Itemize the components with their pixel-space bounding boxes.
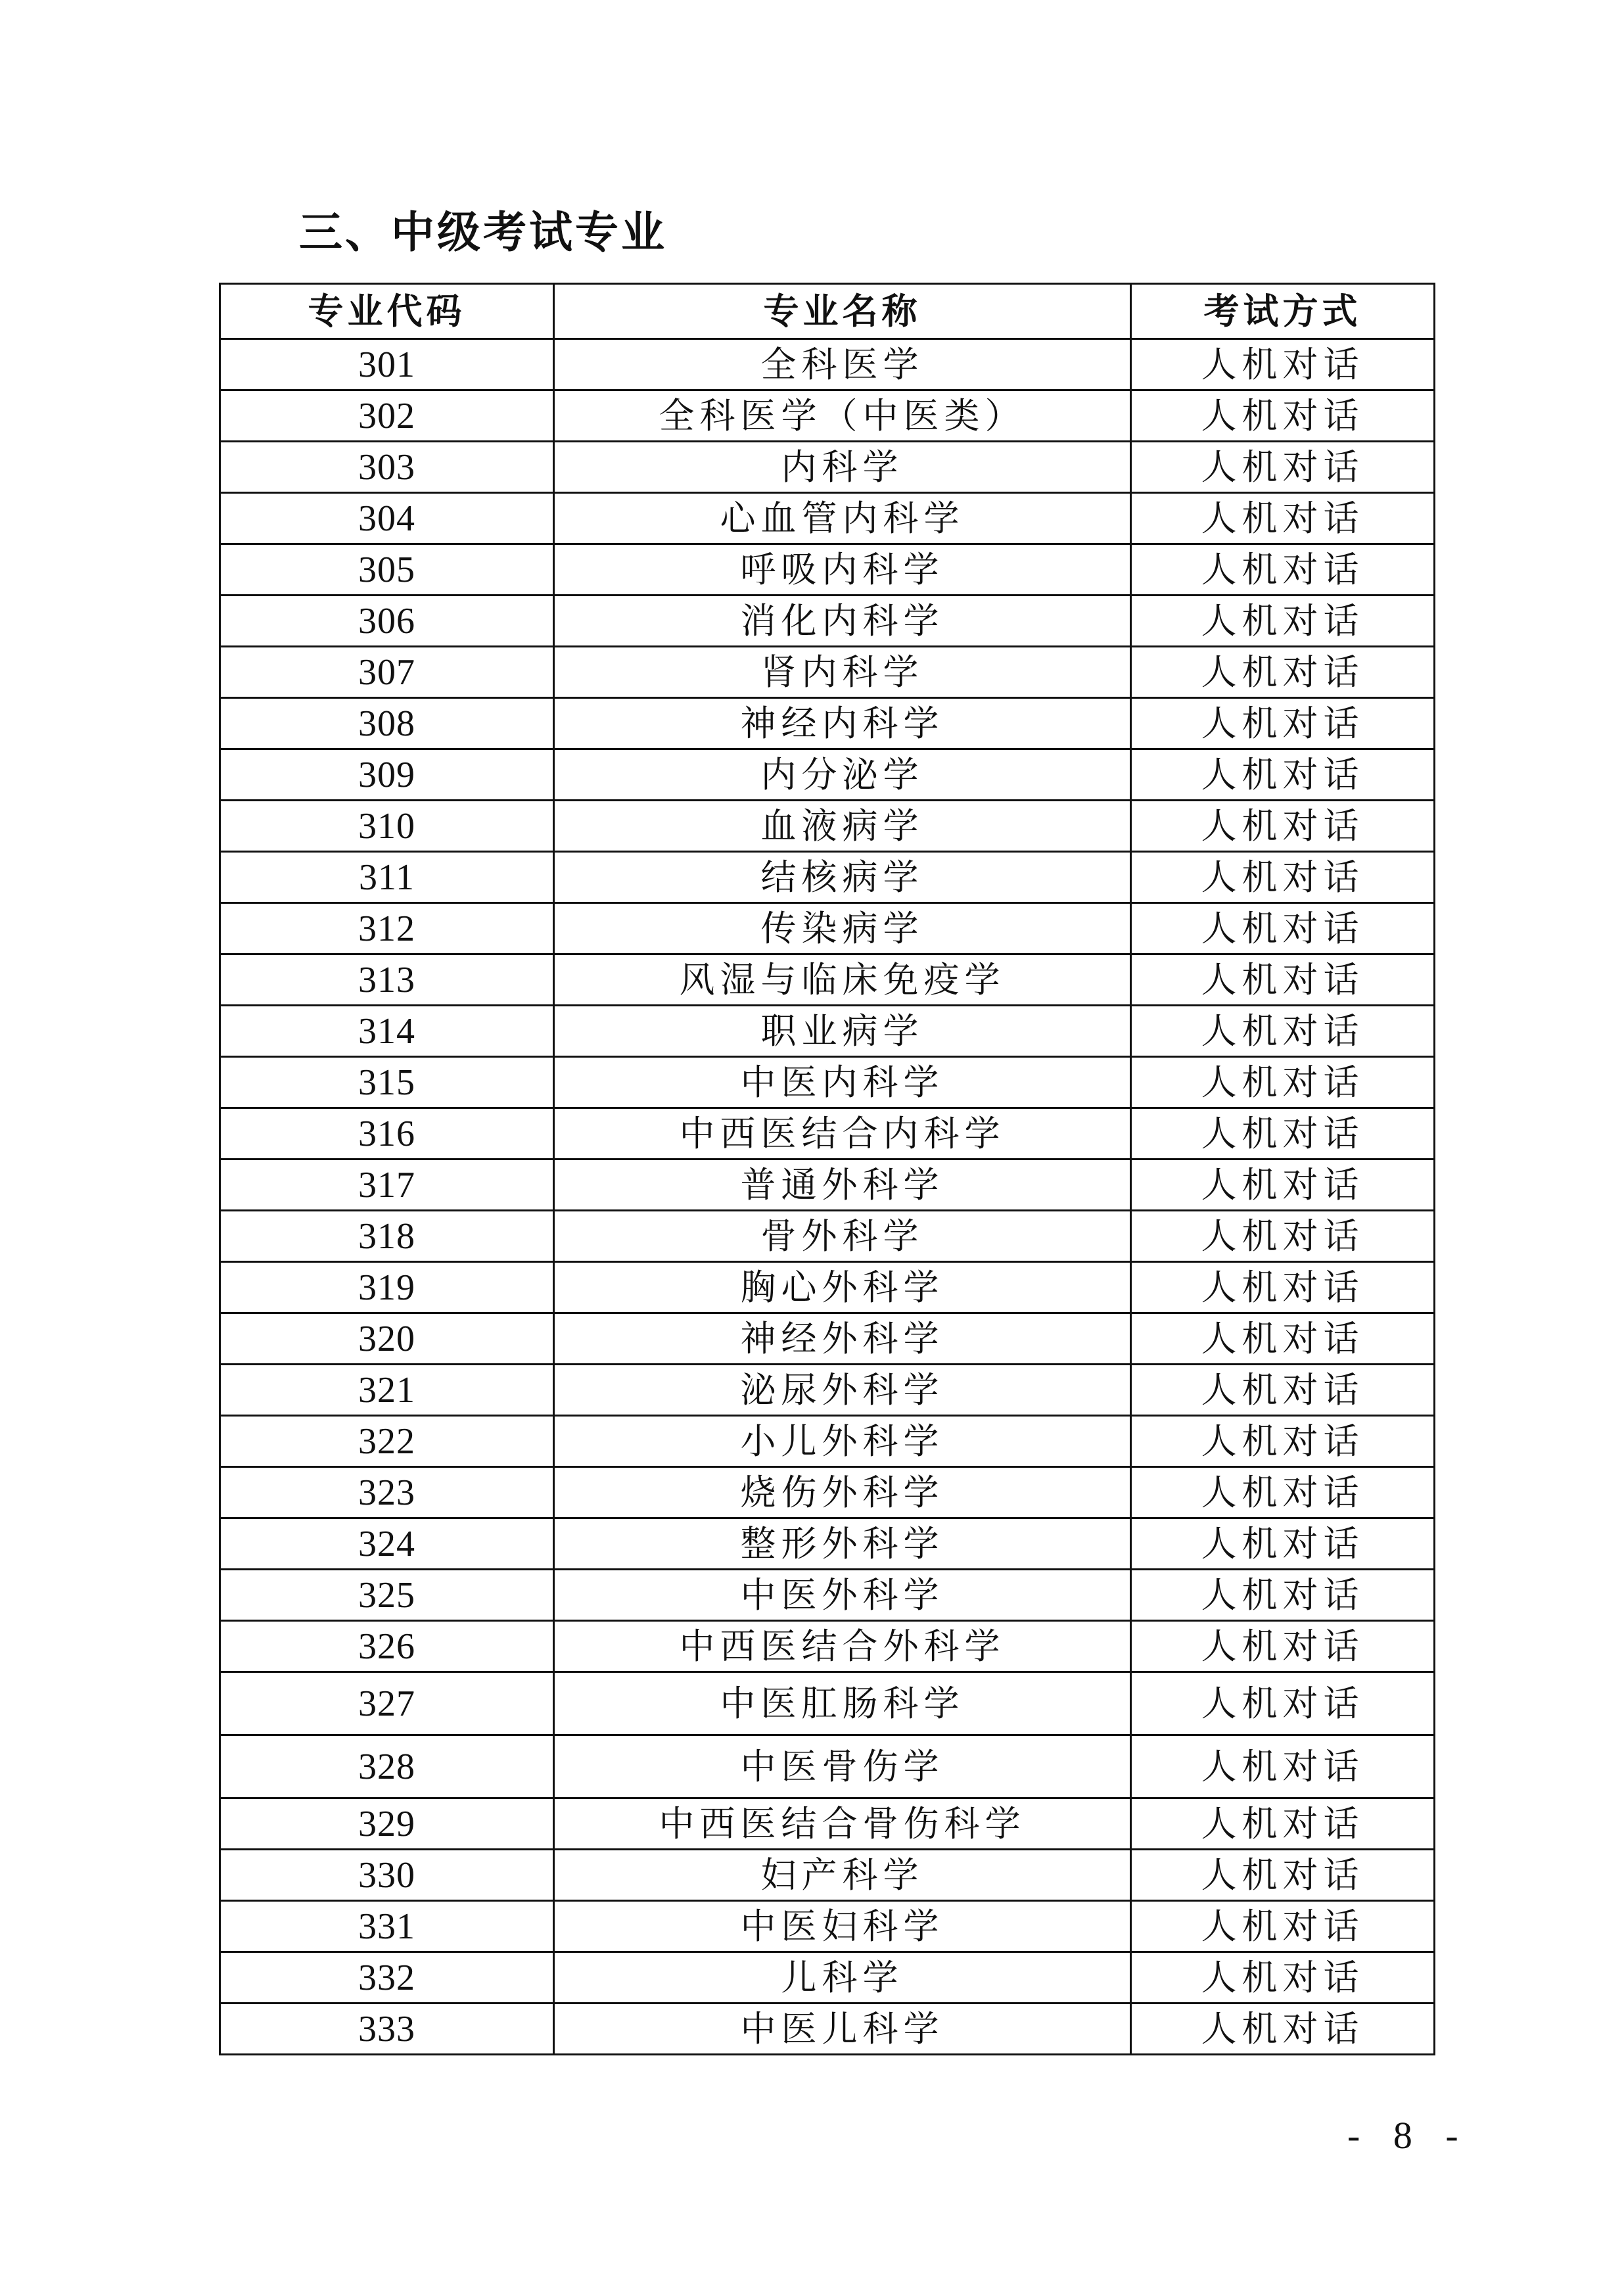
page-number: - 8 -	[1347, 2114, 1470, 2157]
table-header-row	[220, 284, 1435, 339]
major-name: 中医外科学	[554, 1570, 1131, 1621]
major-name: 血液病学	[554, 801, 1131, 852]
table-row	[220, 493, 1435, 544]
table-row	[220, 1262, 1435, 1313]
table-row	[220, 1006, 1435, 1057]
exam-method: 人机对话	[1131, 493, 1435, 544]
major-code: 319	[220, 1262, 554, 1313]
table-row	[220, 749, 1435, 801]
exam-method: 人机对话	[1131, 1467, 1435, 1518]
major-name: 胸心外科学	[554, 1262, 1131, 1313]
exam-method: 人机对话	[1131, 1570, 1435, 1621]
major-code: 329	[220, 1798, 554, 1850]
major-code: 330	[220, 1850, 554, 1901]
major-name: 中医儿科学	[554, 2003, 1131, 2055]
major-name: 妇产科学	[554, 1850, 1131, 1901]
major-name: 风湿与临床免疫学	[554, 954, 1131, 1006]
exam-method: 人机对话	[1131, 1672, 1435, 1735]
major-code: 323	[220, 1467, 554, 1518]
major-code: 306	[220, 596, 554, 647]
major-code: 331	[220, 1901, 554, 1952]
table-row	[220, 2003, 1435, 2055]
major-code: 324	[220, 1518, 554, 1570]
exam-method: 人机对话	[1131, 1160, 1435, 1211]
major-code: 315	[220, 1057, 554, 1108]
table-row	[220, 1108, 1435, 1160]
table-row	[220, 1672, 1435, 1735]
exam-method: 人机对话	[1131, 1850, 1435, 1901]
major-name: 中西医结合骨伤科学	[554, 1798, 1131, 1850]
exam-method: 人机对话	[1131, 1416, 1435, 1467]
table-row	[220, 1570, 1435, 1621]
exam-method: 人机对话	[1131, 1952, 1435, 2003]
exam-method: 人机对话	[1131, 1798, 1435, 1850]
table-row	[220, 903, 1435, 954]
exam-method: 人机对话	[1131, 544, 1435, 596]
major-code: 325	[220, 1570, 554, 1621]
exam-method: 人机对话	[1131, 2003, 1435, 2055]
table-row	[220, 1416, 1435, 1467]
major-code: 333	[220, 2003, 554, 2055]
major-code: 301	[220, 339, 554, 390]
major-name: 整形外科学	[554, 1518, 1131, 1570]
major-name: 神经内科学	[554, 698, 1131, 749]
major-name: 神经外科学	[554, 1313, 1131, 1365]
major-code: 309	[220, 749, 554, 801]
major-code: 322	[220, 1416, 554, 1467]
table-row	[220, 1850, 1435, 1901]
table-row	[220, 801, 1435, 852]
exam-method: 人机对话	[1131, 1211, 1435, 1262]
exam-method: 人机对话	[1131, 1262, 1435, 1313]
header-major-code: 专业代码	[220, 284, 554, 339]
major-code: 327	[220, 1672, 554, 1735]
section-title: 三、中级考试专业	[299, 207, 667, 258]
exam-method: 人机对话	[1131, 801, 1435, 852]
major-code: 332	[220, 1952, 554, 2003]
table-row	[220, 852, 1435, 903]
major-code: 316	[220, 1108, 554, 1160]
major-code: 303	[220, 442, 554, 493]
table-row	[220, 1211, 1435, 1262]
major-name: 中医内科学	[554, 1057, 1131, 1108]
major-code: 311	[220, 852, 554, 903]
major-name: 烧伤外科学	[554, 1467, 1131, 1518]
major-code: 310	[220, 801, 554, 852]
major-code: 321	[220, 1365, 554, 1416]
table-row	[220, 1467, 1435, 1518]
exam-method: 人机对话	[1131, 596, 1435, 647]
exam-method: 人机对话	[1131, 1901, 1435, 1952]
major-name: 传染病学	[554, 903, 1131, 954]
major-code: 328	[220, 1735, 554, 1798]
major-name: 中医肛肠科学	[554, 1672, 1131, 1735]
table-row	[220, 1160, 1435, 1211]
exam-method: 人机对话	[1131, 698, 1435, 749]
table-row	[220, 1365, 1435, 1416]
header-exam-method: 考试方式	[1131, 284, 1435, 339]
table-row	[220, 596, 1435, 647]
intermediate-exam-majors-table	[219, 283, 1435, 2055]
major-name: 呼吸内科学	[554, 544, 1131, 596]
major-code: 326	[220, 1621, 554, 1672]
major-name: 中西医结合外科学	[554, 1621, 1131, 1672]
exam-method: 人机对话	[1131, 1057, 1435, 1108]
major-code: 318	[220, 1211, 554, 1262]
major-code: 304	[220, 493, 554, 544]
major-name: 结核病学	[554, 852, 1131, 903]
table-row	[220, 1313, 1435, 1365]
table-row	[220, 1901, 1435, 1952]
major-code: 320	[220, 1313, 554, 1365]
exam-method: 人机对话	[1131, 1108, 1435, 1160]
exam-method: 人机对话	[1131, 339, 1435, 390]
major-code: 317	[220, 1160, 554, 1211]
exam-method: 人机对话	[1131, 1518, 1435, 1570]
exam-method: 人机对话	[1131, 954, 1435, 1006]
table-row	[220, 390, 1435, 442]
major-name: 骨外科学	[554, 1211, 1131, 1262]
table-row	[220, 1621, 1435, 1672]
table-row	[220, 544, 1435, 596]
header-major-name: 专业名称	[554, 284, 1131, 339]
major-name: 中西医结合内科学	[554, 1108, 1131, 1160]
major-name: 职业病学	[554, 1006, 1131, 1057]
major-name: 全科医学	[554, 339, 1131, 390]
major-name: 内科学	[554, 442, 1131, 493]
exam-method: 人机对话	[1131, 852, 1435, 903]
major-code: 302	[220, 390, 554, 442]
exam-method: 人机对话	[1131, 1006, 1435, 1057]
exam-method: 人机对话	[1131, 647, 1435, 698]
major-name: 中医骨伤学	[554, 1735, 1131, 1798]
major-name: 全科医学（中医类）	[554, 390, 1131, 442]
exam-method: 人机对话	[1131, 1621, 1435, 1672]
major-code: 307	[220, 647, 554, 698]
exam-method: 人机对话	[1131, 442, 1435, 493]
table-row	[220, 339, 1435, 390]
exam-method: 人机对话	[1131, 1735, 1435, 1798]
exam-method: 人机对话	[1131, 390, 1435, 442]
major-code: 314	[220, 1006, 554, 1057]
major-code: 312	[220, 903, 554, 954]
major-name: 普通外科学	[554, 1160, 1131, 1211]
table-row	[220, 647, 1435, 698]
major-name: 小儿外科学	[554, 1416, 1131, 1467]
exam-method: 人机对话	[1131, 1365, 1435, 1416]
major-name: 中医妇科学	[554, 1901, 1131, 1952]
exam-method: 人机对话	[1131, 749, 1435, 801]
table-row	[220, 442, 1435, 493]
table-row	[220, 1735, 1435, 1798]
table-row	[220, 1518, 1435, 1570]
exam-method: 人机对话	[1131, 903, 1435, 954]
major-code: 308	[220, 698, 554, 749]
table-row	[220, 1952, 1435, 2003]
major-code: 305	[220, 544, 554, 596]
major-code: 313	[220, 954, 554, 1006]
table-row	[220, 954, 1435, 1006]
exam-method: 人机对话	[1131, 1313, 1435, 1365]
major-name: 儿科学	[554, 1952, 1131, 2003]
major-name: 消化内科学	[554, 596, 1131, 647]
major-name: 泌尿外科学	[554, 1365, 1131, 1416]
major-name: 内分泌学	[554, 749, 1131, 801]
table-row	[220, 1798, 1435, 1850]
major-name: 肾内科学	[554, 647, 1131, 698]
table-row	[220, 1057, 1435, 1108]
table-row	[220, 698, 1435, 749]
major-name: 心血管内科学	[554, 493, 1131, 544]
